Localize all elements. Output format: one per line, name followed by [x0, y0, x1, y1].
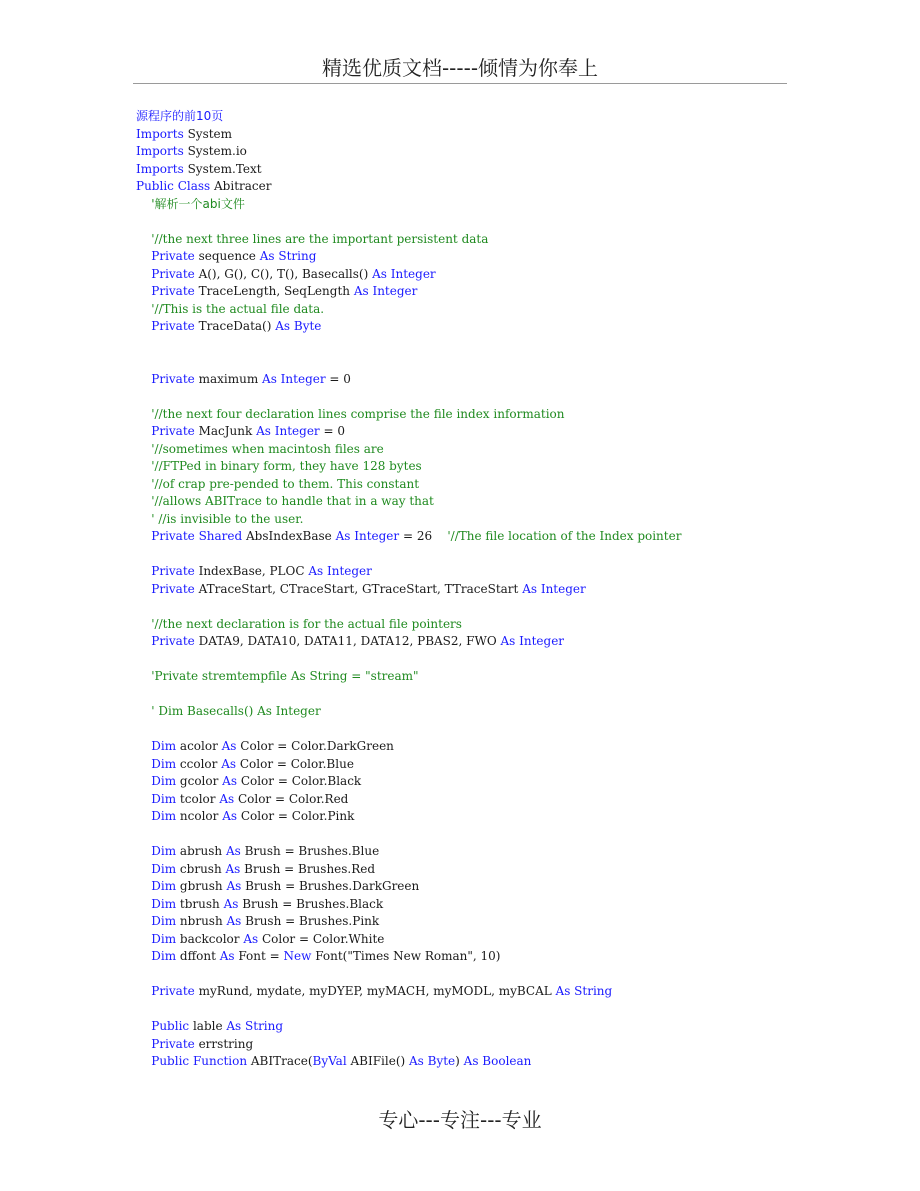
code-text: acolor [176, 739, 222, 753]
code-line [136, 843, 786, 861]
code-text: ATraceStart, CTraceStart, GTraceStart, TTraceStart [194, 581, 523, 596]
code-text: = 0 [319, 424, 345, 438]
code-keyword: Imports [136, 144, 184, 158]
code-keyword: Private [136, 581, 195, 596]
code-keyword: As Byte [275, 319, 322, 333]
code-line-blank [136, 651, 786, 669]
code-text: System.io [183, 144, 247, 158]
code-line [136, 318, 786, 336]
code-comment: '//the next three lines are the important persistent data [136, 231, 489, 246]
code-line [136, 931, 786, 949]
code-comment: '//allows ABITrace to handle that in a way that [136, 494, 434, 508]
code-keyword: Public Function [136, 1054, 248, 1068]
code-line [136, 248, 786, 266]
code-comment: '//the next declaration is for the actual file pointers [136, 616, 462, 631]
code-keyword: Private [136, 266, 195, 281]
code-line [136, 528, 786, 546]
code-line-blank [136, 336, 786, 354]
code-keyword: As Integer [262, 371, 326, 386]
code-line [136, 458, 786, 476]
code-text: System.Text [183, 161, 262, 176]
code-line-blank [136, 546, 786, 564]
code-text: Color = Color.White [258, 931, 385, 946]
code-keyword: As String [226, 1019, 284, 1033]
code-text: nbrush [176, 914, 227, 928]
code-text: MacJunk [194, 424, 257, 438]
code-keyword: As Integer [522, 581, 586, 596]
code-text: gbrush [176, 879, 227, 893]
code-keyword: Dim [136, 914, 177, 928]
code-keyword: As Integer [308, 564, 372, 578]
code-text: maximum [194, 371, 263, 386]
code-line [136, 581, 786, 599]
code-text: Color = Color.Pink [237, 809, 355, 823]
code-keyword: Public [136, 1019, 190, 1033]
code-line-blank [136, 353, 786, 371]
code-text: ) [455, 1054, 464, 1068]
code-line [136, 808, 786, 826]
code-comment: '//sometimes when macintosh files are [136, 441, 384, 456]
code-line [136, 948, 786, 966]
code-line [136, 1018, 786, 1036]
code-line [136, 511, 786, 529]
code-keyword: Private [136, 984, 195, 998]
code-keyword: Dim [136, 809, 177, 823]
code-line [136, 668, 786, 686]
page-footer-text: 专心---专注---专业 [378, 1108, 542, 1132]
code-text: dffont [176, 949, 220, 963]
code-comment: '解析一个abi文件 [136, 196, 245, 211]
code-text: = 26 [399, 529, 448, 543]
code-comment: ' Dim Basecalls() As Integer [136, 704, 321, 718]
code-keyword: ByVal [312, 1054, 347, 1068]
code-line [136, 861, 786, 879]
code-line [136, 371, 786, 389]
code-text: tbrush [176, 896, 224, 911]
code-line [136, 161, 786, 179]
code-line-blank [136, 598, 786, 616]
code-line [136, 406, 786, 424]
code-line [136, 108, 786, 126]
code-line [136, 633, 786, 651]
code-text: Color = Color.Red [234, 791, 349, 806]
code-line [136, 703, 786, 721]
code-keyword: Public Class [136, 179, 211, 193]
code-line [136, 423, 786, 441]
code-keyword: Dim [136, 791, 177, 806]
code-text: AbsIndexBase [242, 529, 336, 543]
code-keyword: Imports [136, 161, 184, 176]
code-line [136, 196, 786, 214]
code-comment: '//of crap pre-pended to them. This constant [136, 476, 420, 491]
code-text: Brush = Brushes.DarkGreen [241, 879, 420, 893]
code-line [136, 791, 786, 809]
code-keyword: Dim [136, 739, 177, 753]
code-text: Brush = Brushes.Black [238, 896, 384, 911]
code-line [136, 563, 786, 581]
code-keyword: Dim [136, 879, 177, 893]
code-keyword: As [222, 774, 237, 788]
code-keyword: As Boolean [463, 1054, 532, 1068]
code-keyword: As [221, 739, 237, 753]
code-keyword: As Integer [372, 266, 436, 281]
code-line [136, 476, 786, 494]
code-text: ccolor [176, 756, 222, 771]
code-line-blank [136, 721, 786, 739]
code-keyword: Dim [136, 844, 177, 858]
code-keyword: Private [136, 634, 195, 648]
header-divider [133, 83, 787, 84]
code-line [136, 178, 786, 196]
code-keyword: As Integer [335, 529, 400, 543]
code-line [136, 896, 786, 914]
code-keyword: Private [136, 371, 195, 386]
code-text: gcolor [176, 774, 223, 788]
code-line [136, 913, 786, 931]
code-keyword: Dim [136, 756, 177, 771]
code-text: myRund, mydate, myDYEP, myMACH, myMODL, myBCAL [194, 984, 556, 998]
code-keyword: As [222, 809, 238, 823]
code-keyword: As [226, 914, 242, 928]
code-text: Brush = Brushes.Blue [240, 844, 380, 858]
code-text: Color = Color.Blue [236, 756, 354, 771]
code-line [136, 266, 786, 284]
code-keyword: Private [136, 284, 195, 298]
code-keyword: Private [136, 564, 195, 578]
code-text: Brush = Brushes.Red [240, 861, 376, 876]
code-keyword: As [243, 931, 259, 946]
code-text: abrush [176, 844, 226, 858]
code-line [136, 283, 786, 301]
page-header-title: 精选优质文档-----倾情为你奉上 [321, 56, 599, 80]
code-line [136, 878, 786, 896]
code-text: System [183, 126, 233, 141]
code-comment: '//The file location of the Index pointer [447, 529, 682, 543]
code-text: TraceLength, SeqLength [194, 284, 354, 298]
code-keyword: Private [136, 1036, 195, 1051]
code-text: cbrush [176, 861, 226, 876]
code-keyword: As Byte [409, 1054, 456, 1068]
code-line-blank [136, 686, 786, 704]
code-text: ABITrace( [247, 1054, 313, 1068]
code-line [136, 773, 786, 791]
code-line [136, 126, 786, 144]
code-comment: 'Private stremtempfile As String = "stream" [136, 669, 419, 683]
code-line [136, 1036, 786, 1054]
code-text: Abitracer [210, 179, 272, 193]
code-keyword: As [226, 879, 242, 893]
code-line [136, 441, 786, 459]
code-keyword: Dim [136, 949, 177, 963]
code-keyword: As [225, 844, 241, 858]
code-keyword: Imports [136, 126, 184, 141]
code-line-blank [136, 388, 786, 406]
code-text: ncolor [176, 809, 223, 823]
code-listing [136, 108, 786, 1071]
code-keyword: Dim [136, 931, 177, 946]
code-text: DATA9, DATA10, DATA11, DATA12, PBAS2, FWO [194, 634, 501, 648]
code-keyword: As Integer [256, 424, 320, 438]
code-keyword: Dim [136, 774, 177, 788]
code-text: ABIFile() [346, 1054, 409, 1068]
code-line [136, 493, 786, 511]
code-line [136, 756, 786, 774]
code-keyword: As [219, 949, 235, 963]
code-keyword: As String [259, 249, 317, 263]
code-line [136, 738, 786, 756]
code-comment: '//This is the actual file data. [136, 301, 325, 316]
code-text: Brush = Brushes.Pink [241, 914, 380, 928]
code-text: Font = [234, 949, 284, 963]
code-keyword: New [283, 949, 312, 963]
code-text: Color = Color.Black [237, 774, 362, 788]
code-text: = 0 [325, 371, 351, 386]
code-keyword: Dim [136, 861, 177, 876]
code-line [136, 301, 786, 319]
code-keyword: As [221, 756, 237, 771]
code-keyword: As Integer [353, 284, 418, 298]
code-text: A(), G(), C(), T(), Basecalls() [194, 266, 373, 281]
code-text: IndexBase, PLOC [194, 564, 309, 578]
code-keyword: As Integer [500, 634, 565, 648]
code-keyword: Private [136, 424, 195, 438]
code-keyword: As String [555, 984, 613, 998]
code-text: tcolor [176, 791, 220, 806]
code-keyword: 源程序的前10页 [136, 109, 224, 123]
code-text: Color = Color.DarkGreen [236, 739, 394, 753]
code-keyword: Private [136, 249, 195, 263]
code-text: TraceData() [194, 319, 276, 333]
code-keyword: As [225, 861, 241, 876]
code-text: Font("Times New Roman", 10) [311, 949, 501, 963]
code-keyword: As [223, 896, 239, 911]
code-line-blank [136, 966, 786, 984]
code-keyword: Private [136, 319, 195, 333]
code-line [136, 1053, 786, 1071]
code-line [136, 143, 786, 161]
code-line [136, 983, 786, 1001]
code-line-blank [136, 826, 786, 844]
code-text: sequence [194, 249, 260, 263]
code-text: backcolor [176, 931, 244, 946]
code-line [136, 616, 786, 634]
code-line [136, 231, 786, 249]
code-keyword: Private Shared [136, 529, 243, 543]
code-line-blank [136, 1001, 786, 1019]
code-text: lable [189, 1019, 227, 1033]
code-text: errstring [194, 1036, 254, 1051]
code-comment: '//FTPed in binary form, they have 128 bytes [136, 459, 422, 473]
code-keyword: Dim [136, 896, 177, 911]
code-keyword: As [219, 791, 235, 806]
code-comment: ' //is invisible to the user. [136, 511, 304, 526]
code-line-blank [136, 213, 786, 231]
code-comment: '//the next four declaration lines comprise the file index information [136, 406, 565, 421]
